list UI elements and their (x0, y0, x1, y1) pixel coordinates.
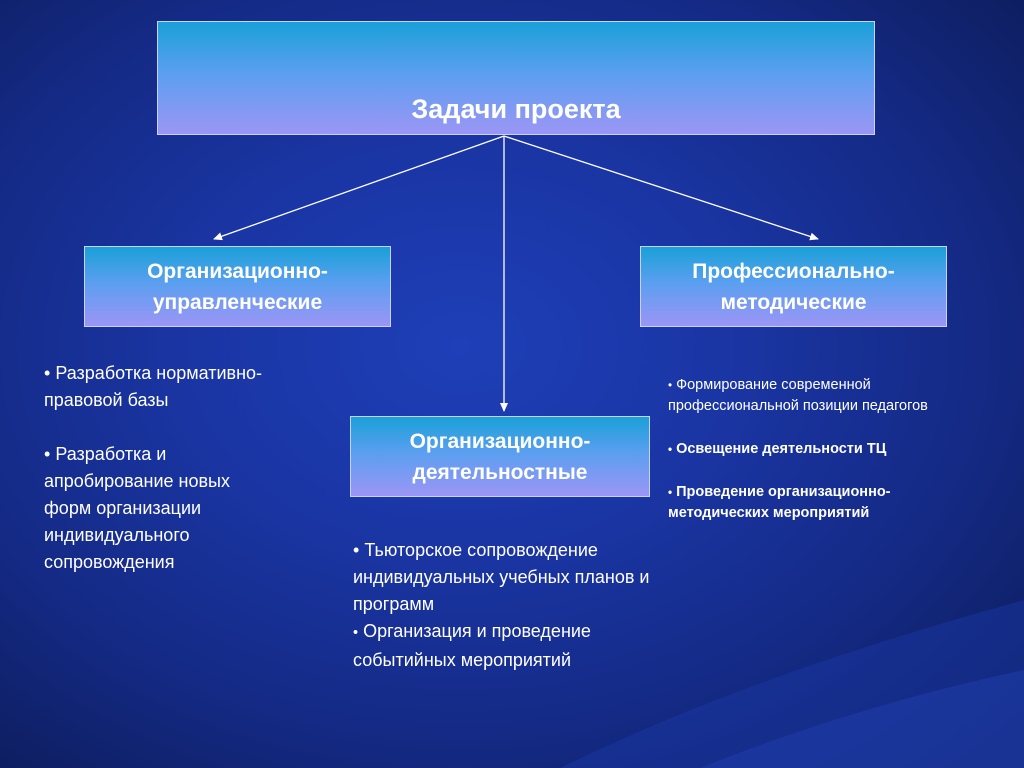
node-org-management (84, 246, 391, 327)
bullet: • (44, 444, 51, 464)
arrow-to-left (214, 136, 504, 239)
node-org-activity (350, 416, 650, 497)
node-prof-methodical-line2: методические (720, 290, 867, 314)
node-prof-methodical-line1: Профессионально- (692, 259, 895, 283)
right-task-list (668, 375, 1024, 546)
project-tasks-title: Задачи проекта (411, 93, 621, 124)
arrow-to-right (504, 136, 818, 239)
node-org-management-line1: Организационно- (147, 259, 328, 283)
list-item: • Освещение деятельности ТЦ (668, 441, 887, 457)
list-item: • Формирование современной профессиональной позиции педагогов (668, 377, 928, 414)
project-tasks-title-box (157, 21, 875, 135)
list-item: • Разработка и апробирование новых форм организации индивидуального сопровождения (44, 444, 230, 572)
left-task-list (44, 360, 344, 603)
list-item: • Тьюторское сопровождение индивидуальных учебных планов и программ (353, 540, 650, 614)
node-org-activity-line2: деятельностные (412, 460, 588, 484)
node-org-management-line2: управленческие (152, 290, 323, 314)
list-item: • Организация и проведение событийных мероприятий (353, 621, 591, 670)
node-org-activity-line1: Организационно- (409, 429, 591, 453)
list-item: • Разработка нормативно- правовой базы (44, 363, 263, 410)
bullet: • (668, 443, 673, 456)
bullet: • (668, 379, 673, 392)
middle-task-list (353, 537, 743, 674)
node-prof-methodical (640, 246, 947, 327)
list-item: • Проведение организационно- методических мероприятий (668, 484, 891, 521)
bullet: • (353, 540, 360, 560)
bullet: • (668, 486, 673, 499)
bullet: • (44, 363, 51, 383)
bullet: • (353, 625, 359, 641)
